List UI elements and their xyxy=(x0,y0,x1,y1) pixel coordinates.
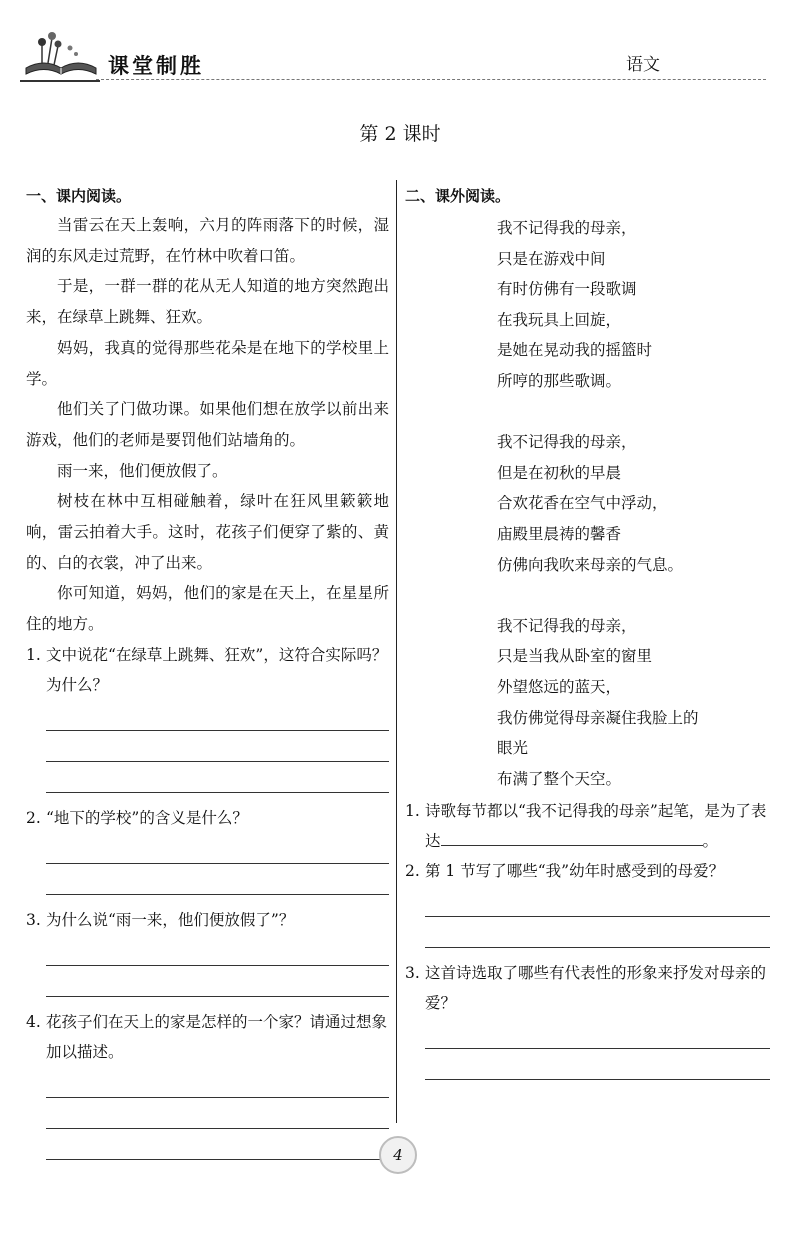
poem-line: 但是在初秋的早晨 xyxy=(497,463,622,482)
question-end: 。 xyxy=(702,832,719,851)
poem-line: 我不记得我的母亲， xyxy=(497,219,637,237)
question-number: 3. xyxy=(26,910,41,929)
question-number: 4. xyxy=(26,1012,41,1031)
question-text: 第 1 节写了哪些“我”幼年时感受到的母爱？ xyxy=(425,862,725,881)
answer-line[interactable] xyxy=(46,1067,389,1098)
section-heading-extracurricular: 二、课外阅读。 xyxy=(405,187,511,205)
poem xyxy=(405,213,770,794)
header-rule-solid xyxy=(20,80,100,82)
question-number: 1. xyxy=(405,802,420,821)
poem-line: 外望悠远的蓝天， xyxy=(497,677,622,696)
fill-in-blank[interactable] xyxy=(441,829,703,846)
left-column xyxy=(26,182,389,1160)
poem-line: 在我玩具上回旋， xyxy=(497,310,622,329)
answer-line[interactable] xyxy=(425,1049,770,1080)
question-text: 为什么说“雨一来，他们便放假了”？ xyxy=(46,910,295,929)
right-column xyxy=(405,182,770,1080)
passage-paragraph: 妈妈，我真的觉得那些花朵是在地下的学校里上学。 xyxy=(26,338,389,388)
question-number: 2. xyxy=(405,862,420,881)
answer-line[interactable] xyxy=(46,731,389,762)
poem-line: 合欢花香在空气中浮动， xyxy=(497,494,668,513)
question-text: 花孩子们在天上的家是怎样的一个家？请通过想象加以描述。 xyxy=(46,1012,388,1061)
brand-title: 课堂制胜 xyxy=(108,54,204,78)
passage xyxy=(26,210,389,640)
poem-line: 眼光 xyxy=(497,739,529,758)
question-number: 1. xyxy=(26,645,41,664)
answer-line[interactable] xyxy=(425,917,770,948)
poem-line: 仿佛向我吹来母亲的气息。 xyxy=(497,555,684,574)
answer-line[interactable] xyxy=(46,762,389,793)
answer-line[interactable] xyxy=(46,700,389,731)
question-3 xyxy=(405,958,770,1018)
page-header xyxy=(0,0,800,90)
poem-line: 我不记得我的母亲， xyxy=(497,616,637,635)
answer-line[interactable] xyxy=(425,1018,770,1049)
subject-label: 语文 xyxy=(626,55,660,75)
poem-line: 只是在游戏中间 xyxy=(497,249,606,268)
column-divider xyxy=(396,180,397,1123)
passage-paragraph: 当雷云在天上轰响，六月的阵雨落下的时候，湿润的东风走过荒野，在竹林中吹着口笛。 xyxy=(26,216,389,265)
answer-line[interactable] xyxy=(425,886,770,917)
question-4 xyxy=(26,1007,389,1067)
question-1 xyxy=(405,796,770,856)
poem-line: 布满了整个天空。 xyxy=(497,769,622,788)
question-1 xyxy=(26,640,389,700)
question-number: 3. xyxy=(405,964,420,983)
question-text: 这首诗选取了哪些有代表性的形象来抒发对母亲的爱？ xyxy=(425,964,767,1013)
question-2 xyxy=(26,803,389,833)
passage-paragraph: 于是，一群一群的花从无人知道的地方突然跑出来，在绿草上跳舞、狂欢。 xyxy=(26,277,389,327)
question-2 xyxy=(405,856,770,886)
poem-line: 庙殿里晨祷的馨香 xyxy=(497,524,622,543)
question-3 xyxy=(26,905,389,935)
question-number: 2. xyxy=(26,808,41,827)
question-text: “地下的学校”的含义是什么？ xyxy=(46,808,248,827)
passage-paragraph: 雨一来，他们便放假了。 xyxy=(57,461,228,480)
section-heading-in-class: 一、课内阅读。 xyxy=(26,187,132,205)
poem-line: 只是当我从卧室的窗里 xyxy=(497,647,653,666)
question-text: 诗歌每节都以“我不记得我的母亲”起笔，是为了表达 xyxy=(425,802,767,851)
answer-line[interactable] xyxy=(46,935,389,966)
answer-line[interactable] xyxy=(46,1129,389,1160)
passage-paragraph: 树枝在林中互相碰触着，绿叶在狂风里簌簌地响，雷云拍着大手。这时，花孩子们便穿了紫的、黄的、白的衣裳，冲了出来。 xyxy=(26,492,389,572)
poem-line: 我不记得我的母亲， xyxy=(497,433,637,452)
answer-line[interactable] xyxy=(46,1098,389,1129)
poem-line: 是她在晃动我的摇篮时 xyxy=(497,341,653,360)
page-number: 4 xyxy=(379,1136,417,1174)
poem-line: 所哼的那些歌调。 xyxy=(497,371,622,390)
answer-line[interactable] xyxy=(46,833,389,864)
answer-line[interactable] xyxy=(46,966,389,997)
poem-line: 有时仿佛有一段歌调 xyxy=(497,280,637,299)
book-flower-logo-icon xyxy=(22,28,100,78)
passage-paragraph: 你可知道，妈妈，他们的家是在天上，在星星所住的地方。 xyxy=(26,584,389,634)
passage-paragraph: 他们关了门做功课。如果他们想在放学以前出来游戏，他们的老师是要罚他们站墙角的。 xyxy=(26,400,389,449)
lesson-title: 第 2 课时 xyxy=(359,123,441,145)
poem-line: 我仿佛觉得母亲凝住我脸上的 xyxy=(497,708,699,727)
header-rule xyxy=(96,79,766,80)
answer-line[interactable] xyxy=(46,864,389,895)
question-text: 文中说花“在绿草上跳舞、狂欢”，这符合实际吗？为什么？ xyxy=(46,645,388,694)
